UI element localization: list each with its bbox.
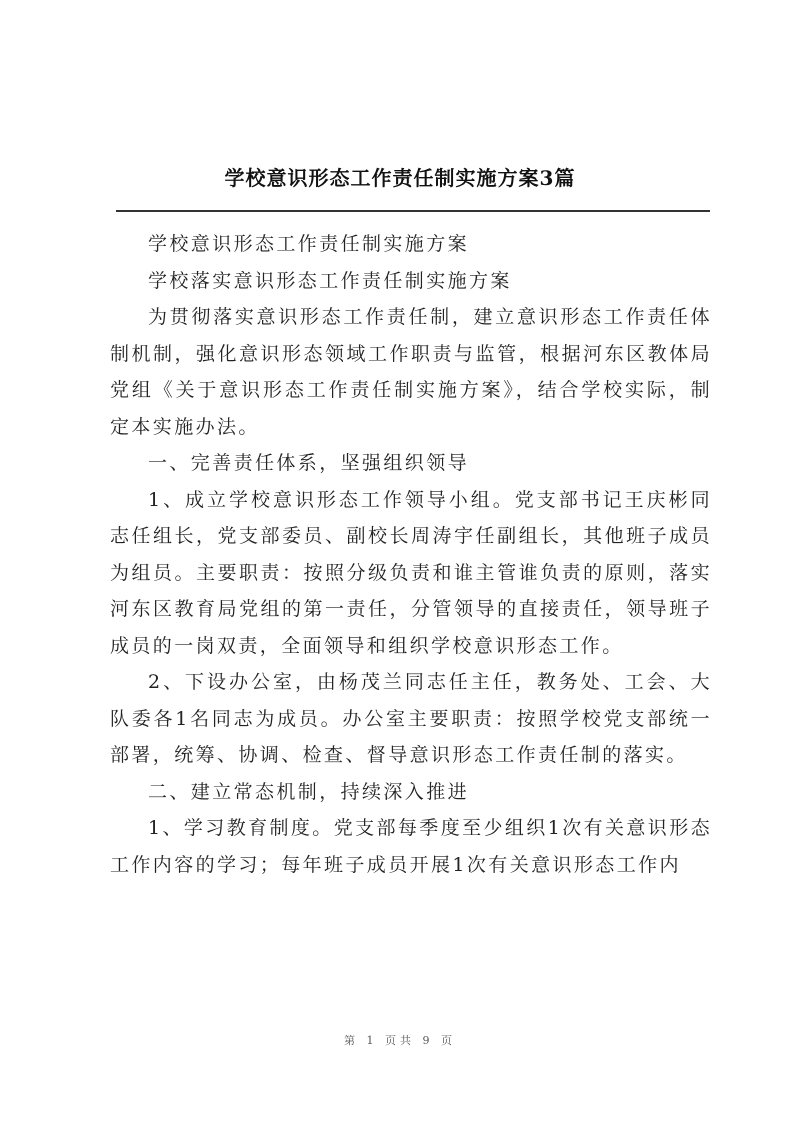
document-body <box>110 226 712 883</box>
paragraph-item-2: 2、下设办公室，由杨茂兰同志任主任，教务处、工会、大队委各1名同志为成员。办公室主要职责：按照学校党支部统一部署，统筹、协调、检查、督导意识形态工作责任制的落实。 <box>110 671 712 766</box>
paragraph-heading-1: 学校意识形态工作责任制实施方案 <box>148 233 470 255</box>
page-number: 第 1 页共 9 页 <box>344 1034 456 1047</box>
title-divider <box>116 210 710 212</box>
document-title: 学校意识形态工作责任制实施方案3篇 <box>224 166 576 190</box>
paragraph-intro: 为贯彻落实意识形态工作责任制，建立意识形态工作责任体制机制，强化意识形态领域工作职责与监管，根据河东区教体局党组《关于意识形态工作责任制实施方案》，结合学校实际，制定本实施办法。 <box>110 306 712 438</box>
paragraph-item-1: 1、成立学校意识形态工作领导小组。党支部书记王庆彬同志任组长，党支部委员、副校长周涛宇任副组长，其他班子成员为组员。主要职责：按照分级负责和谁主管谁负责的原则，落实河东区教育局党组的第一责任，分管领导的直接责任，领导班子成员的一岗双责，全面领导和组织学校意识形态工作。 <box>110 488 712 657</box>
section-heading-2: 二、建立常态机制，持续深入推进 <box>148 780 470 803</box>
paragraph-item-3: 1、学习教育制度。党支部每季度至少组织1次有关意识形态工作内容的学习；每年班子成员开展1次有关意识形态工作内 <box>110 817 712 876</box>
section-heading-1: 一、完善责任体系，坚强组织领导 <box>148 452 470 474</box>
paragraph-heading-2: 学校落实意识形态工作责任制实施方案 <box>148 269 512 292</box>
